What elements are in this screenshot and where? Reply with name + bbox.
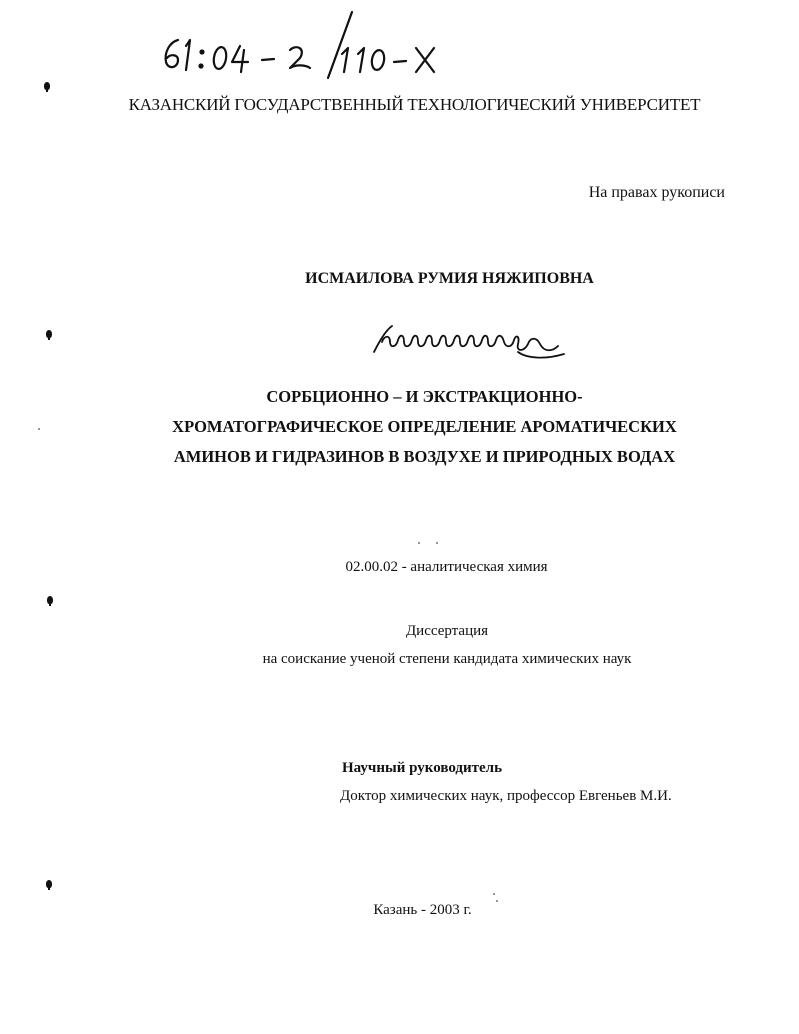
dissertation-statement bbox=[0, 617, 799, 673]
city-year: Казань - 2003 г. bbox=[373, 902, 472, 918]
supervisor-label: Научный руководитель bbox=[342, 760, 502, 776]
scan-speck bbox=[418, 542, 420, 544]
punch-mark bbox=[44, 82, 50, 90]
punch-mark bbox=[47, 596, 53, 604]
degree-statement: на соискание ученой степени кандидата химических наук bbox=[262, 651, 632, 667]
manuscript-rights-note: На правах рукописи bbox=[588, 184, 725, 201]
handwritten-archive-code bbox=[140, 10, 470, 80]
scan-speck bbox=[436, 542, 438, 544]
dissertation-label: Диссертация bbox=[405, 623, 489, 639]
title-line: ХРОМАТОГРАФИЧЕСКОЕ ОПРЕДЕЛЕНИЕ АРОМАТИЧЕСКИХ bbox=[172, 417, 677, 436]
specialty-code: 02.00.02 - аналитическая химия bbox=[345, 559, 548, 575]
scan-speck bbox=[493, 893, 495, 895]
author-name: ИСМАИЛОВА РУМИЯ НЯЖИПОВНА bbox=[305, 270, 594, 287]
dissertation-title bbox=[0, 382, 799, 472]
title-line: АМИНОВ И ГИДРАЗИНОВ В ВОЗДУХЕ И ПРИРОДНЫХ ВОДАХ bbox=[173, 447, 676, 466]
punch-mark bbox=[46, 330, 52, 338]
punch-mark bbox=[46, 880, 52, 888]
author-signature bbox=[368, 318, 568, 362]
title-line: СОРБЦИОННО – И ЭКСТРАКЦИОННО- bbox=[266, 387, 583, 406]
university-name: КАЗАНСКИЙ ГОСУДАРСТВЕННЫЙ ТЕХНОЛОГИЧЕСКИЙ УНИВЕРСИТЕТ bbox=[128, 95, 701, 114]
supervisor-name: Доктор химических наук, профессор Евгеньев М.И. bbox=[340, 788, 672, 804]
